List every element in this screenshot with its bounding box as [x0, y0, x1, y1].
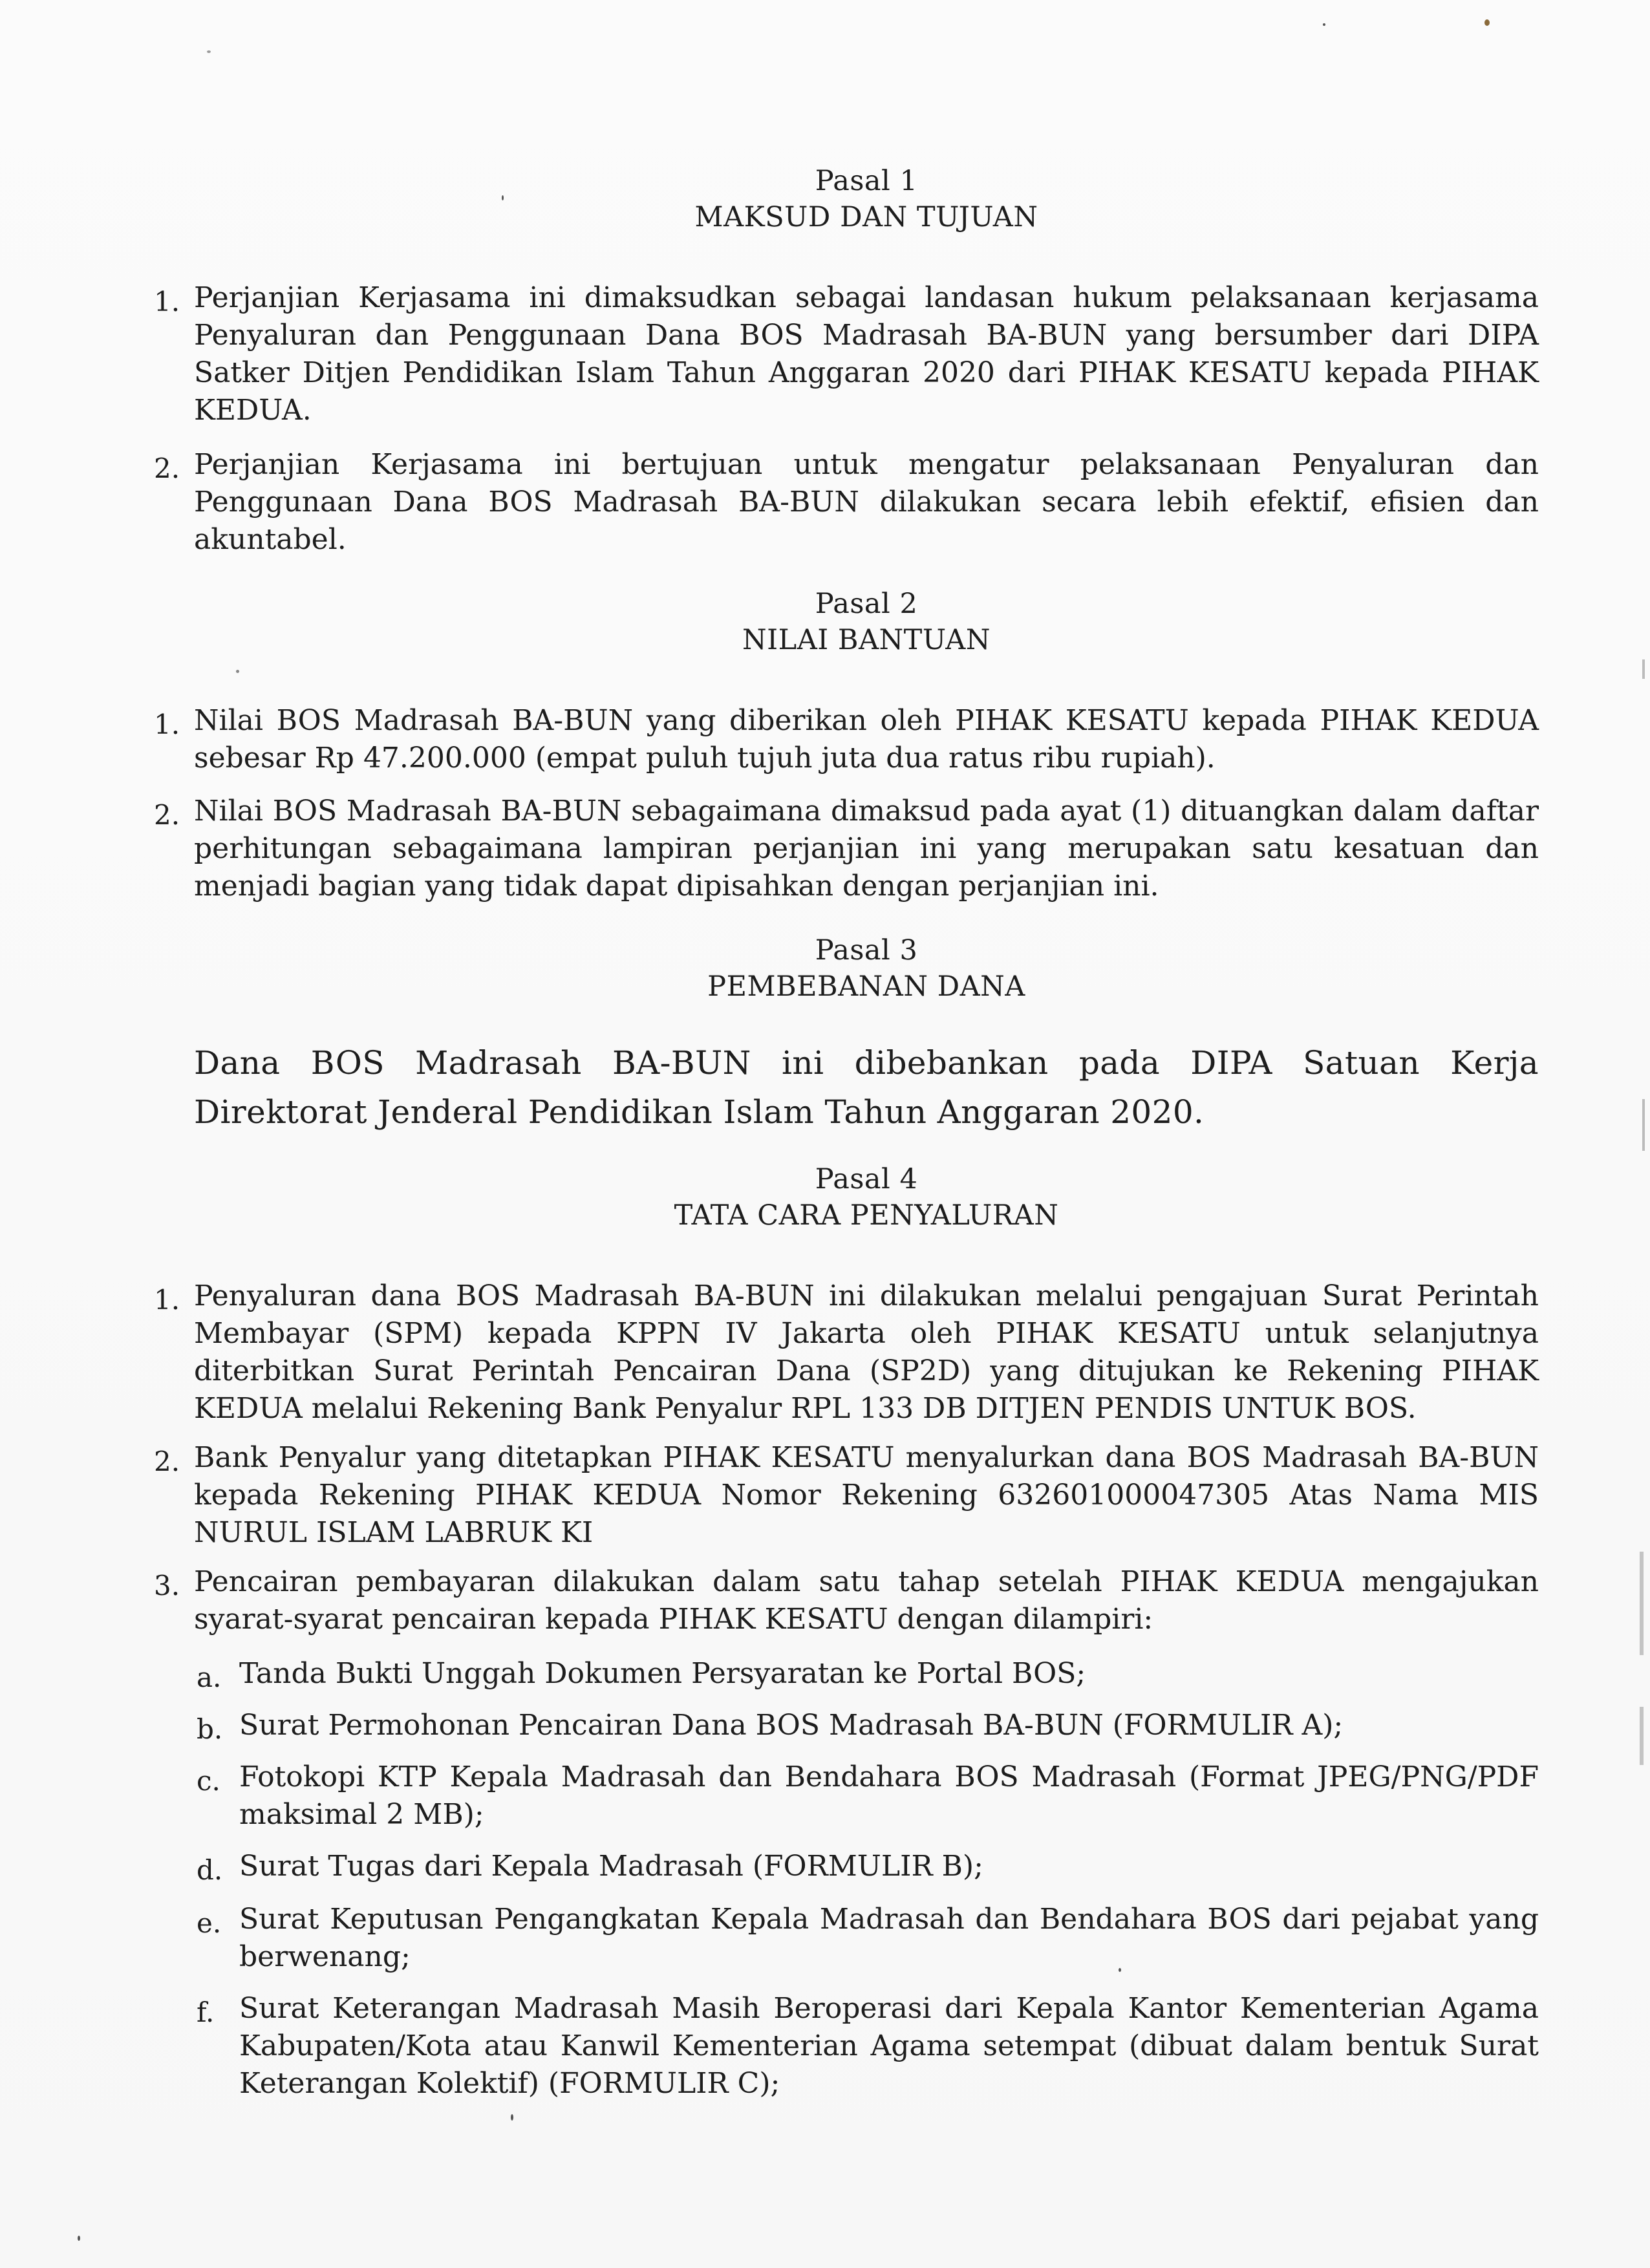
- item-text: Nilai BOS Madrasah BA-BUN sebagaimana dimaksud pada ayat (1) dituangkan dalam daftar perhitungan sebagaimana lampiran perjanjian ini yang merupakan satu kesatuan dan menjadi bagian yang tidak dapat dipisahkan dengan perjanjian ini.: [194, 795, 1539, 903]
- sub-list-item: [197, 1848, 1539, 1886]
- pasal-number: Pasal 1: [815, 165, 918, 197]
- pasal-number: Pasal 4: [815, 1163, 918, 1195]
- scan-edge-mark: [1642, 659, 1645, 679]
- item-text: Surat Permohonan Pencairan Dana BOS Madrasah BA-BUN (FORMULIR A);: [239, 1709, 1344, 1742]
- list-item: [154, 793, 1539, 905]
- sub-list-item: [197, 1990, 1539, 2102]
- scan-speck: [236, 670, 239, 673]
- item-letter: e.: [197, 1907, 222, 1939]
- scan-speck: [78, 2236, 80, 2241]
- item-text: Surat Tugas dari Kepala Madrasah (FORMULIR B);: [239, 1850, 983, 1883]
- item-number: 1.: [154, 1284, 180, 1316]
- pasal-title: PEMBEBANAN DANA: [707, 970, 1025, 1003]
- item-text: Perjanjian Kerjasama ini bertujuan untuk mengatur pelaksanaan Penyaluran dan Penggunaan Dana BOS Madrasah BA-BUN dilakukan secara lebih efektif, efisien dan akuntabel.: [194, 448, 1539, 556]
- item-text: Surat Keterangan Madrasah Masih Beroperasi dari Kepala Kantor Kementerian Agama Kabupaten/Kota atau Kanwil Kementerian Agama setempat (dibuat dalam bentuk Surat Keterangan Kolektif) (FORMULIR C);: [239, 1992, 1539, 2100]
- pasal-title: MAKSUD DAN TUJUAN: [694, 201, 1038, 233]
- pasal-number: Pasal 3: [815, 934, 918, 967]
- item-letter: f.: [197, 1996, 215, 2028]
- scan-speck: [511, 2114, 513, 2121]
- item-letter: c.: [197, 1765, 220, 1797]
- item-text: Bank Penyalur yang ditetapkan PIHAK KESATU menyalurkan dana BOS Madrasah BA-BUN kepada Rekening PIHAK KEDUA Nomor Rekening 632601000047305 Atas Nama MIS NURUL ISLAM LABRUK KI: [194, 1441, 1539, 1549]
- scan-edge-mark: [1640, 1552, 1644, 1655]
- pasal-title: TATA CARA PENYALURAN: [674, 1199, 1059, 1232]
- list-item: [154, 702, 1539, 777]
- pasal-number: Pasal 2: [815, 588, 918, 620]
- item-number: 2.: [154, 799, 180, 831]
- item-text: Penyaluran dana BOS Madrasah BA-BUN ini dilakukan melalui pengajuan Surat Perintah Membayar (SPM) kepada KPPN IV Jakarta oleh PIHAK KESATU untuk selanjutnya diterbitkan Surat Perintah Pencairan Dana (SP2D) yang ditujukan ke Rekening PIHAK KEDUA melalui Rekening Bank Penyalur RPL 133 DB DITJEN PENDIS UNTUK BOS.: [194, 1279, 1539, 1425]
- list-item: [154, 1439, 1539, 1552]
- item-text: Pencairan pembayaran dilakukan dalam satu tahap setelah PIHAK KEDUA mengajukan syarat-syarat pencairan kepada PIHAK KESATU dengan dilampiri:: [194, 1565, 1539, 1636]
- item-number: 2.: [154, 453, 180, 484]
- pasal-title: NILAI BANTUAN: [742, 624, 991, 656]
- item-number: 2.: [154, 1446, 180, 1477]
- item-number: 1.: [154, 709, 180, 740]
- item-text: Surat Keputusan Pengangkatan Kepala Madrasah dan Bendahara BOS dari pejabat yang berwenang;: [239, 1903, 1539, 1973]
- pasal-3-paragraph: Dana BOS Madrasah BA-BUN ini dibebankan pada DIPA Satuan Kerja Direktorat Jenderal Pendidikan Islam Tahun Anggaran 2020.: [194, 1044, 1539, 1131]
- item-number: 1.: [154, 286, 180, 317]
- item-letter: a.: [197, 1662, 222, 1693]
- item-letter: b.: [197, 1713, 223, 1745]
- sub-list-item: [197, 1655, 1539, 1693]
- item-letter: d.: [197, 1854, 223, 1886]
- scan-speck: [207, 50, 211, 53]
- item-text: Tanda Bukti Unggah Dokumen Persyaratan ke Portal BOS;: [239, 1657, 1086, 1690]
- sub-list-item: [197, 1759, 1539, 1834]
- sub-list-item: [197, 1707, 1539, 1745]
- item-text: Nilai BOS Madrasah BA-BUN yang diberikan oleh PIHAK KESATU kepada PIHAK KEDUA sebesar Rp 47.200.000 (empat puluh tujuh juta dua ratus ribu rupiah).: [194, 704, 1539, 775]
- scan-speck: [1323, 23, 1325, 26]
- item-number: 3.: [154, 1570, 180, 1601]
- scan-edge-mark: [1642, 1099, 1645, 1151]
- list-item: [154, 1563, 1539, 1638]
- list-item: [154, 279, 1539, 429]
- item-text: Fotokopi KTP Kepala Madrasah dan Bendahara BOS Madrasah (Format JPEG/PNG/PDF maksimal 2 MB);: [239, 1760, 1539, 1831]
- list-item: [154, 1278, 1539, 1428]
- scan-edge-mark: [1640, 1707, 1644, 1765]
- scan-speck: [1484, 19, 1490, 26]
- list-item: [154, 446, 1539, 559]
- pasal-1-heading: [194, 163, 1539, 235]
- pasal-3-heading: [194, 932, 1539, 1005]
- pasal-4-heading: [194, 1161, 1539, 1234]
- item-text: Perjanjian Kerjasama ini dimaksudkan sebagai landasan hukum pelaksanaan kerjasama Penyaluran dan Penggunaan Dana BOS Madrasah BA-BUN yang bersumber dari DIPA Satker Ditjen Pendidikan Islam Tahun Anggaran 2020 dari PIHAK KESATU kepada PIHAK KEDUA.: [194, 281, 1539, 427]
- pasal-2-heading: [194, 586, 1539, 658]
- sub-list-item: [197, 1901, 1539, 1976]
